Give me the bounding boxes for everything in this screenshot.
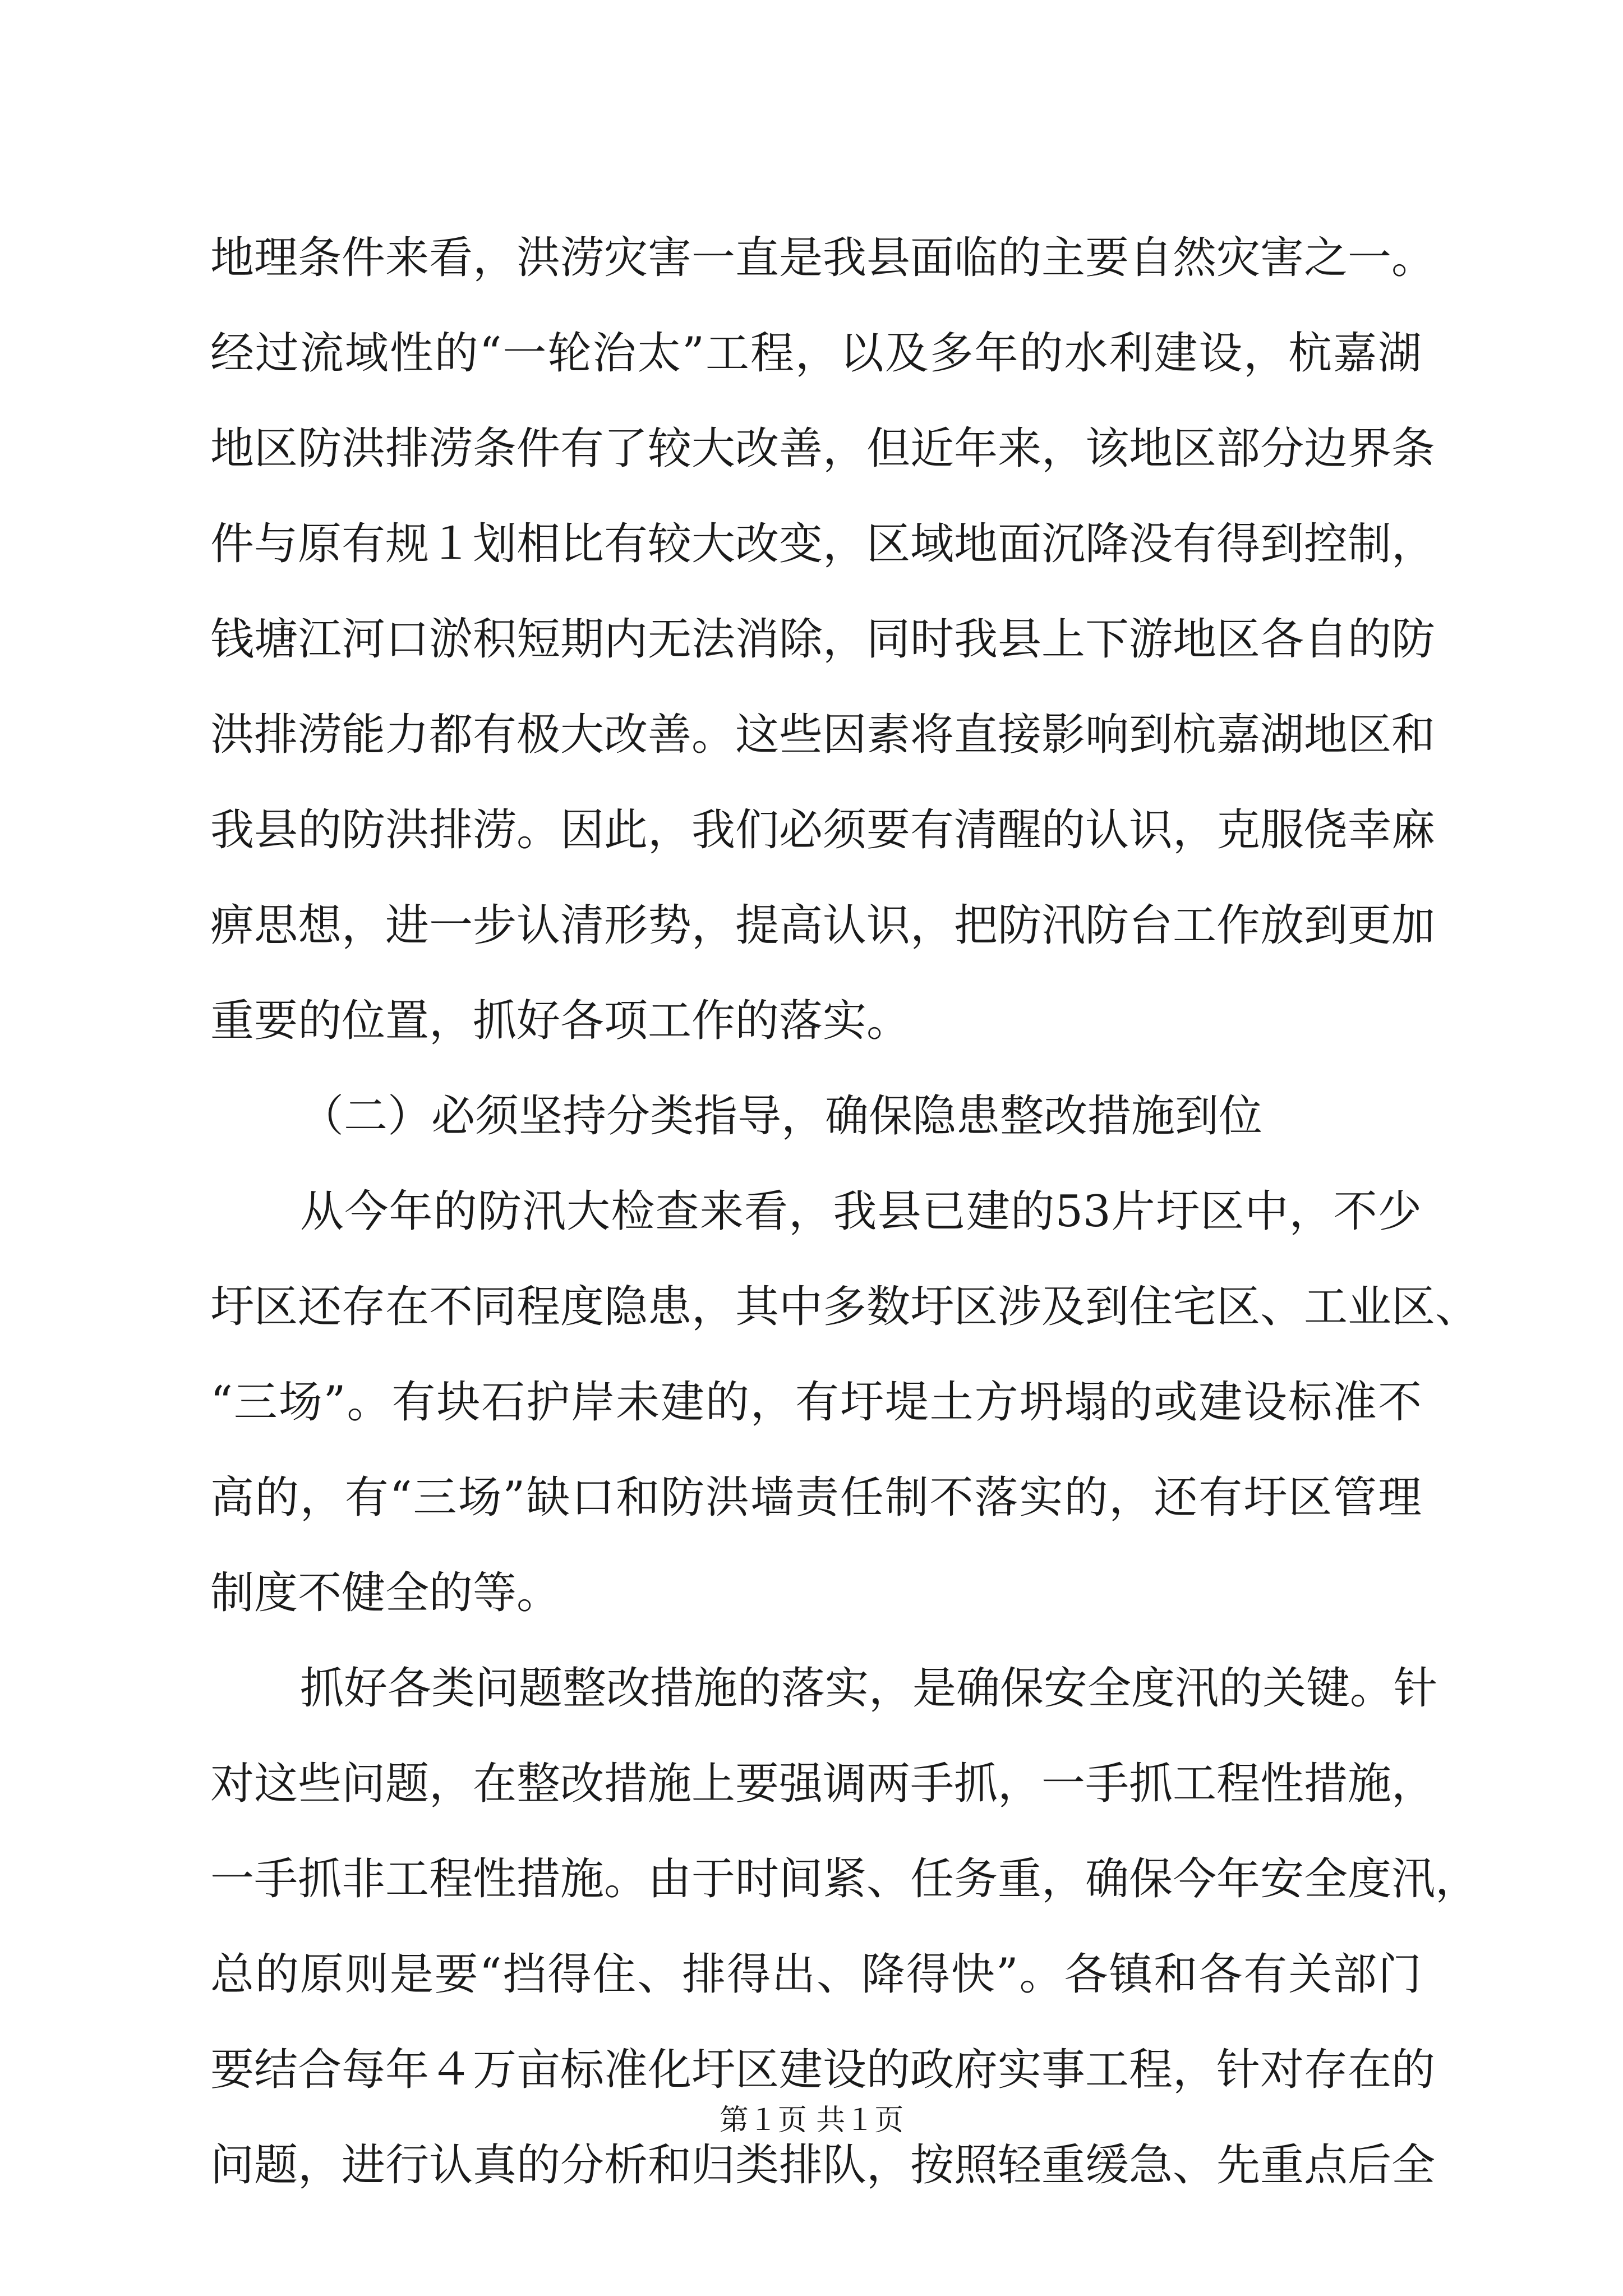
text-line: 我县的防洪排涝。因此，我们必须要有清醒的认识，克服侥幸麻 (210, 805, 1436, 855)
text-line: 件与原有规１划相比有较大改变，区域地面沉降没有得到控制， (210, 519, 1436, 569)
text-line: 重要的位置，抓好各项工作的落实。 (210, 996, 911, 1046)
page-footer: 第１页 共１页 (719, 2104, 904, 2137)
text-line: 高的，有“三场”缺口和防洪墙责任制不落实的，还有圩区管理 (210, 1473, 1422, 1523)
text-line: 地区防洪排涝条件有了较大改善，但近年来，该地区部分边界条 (210, 424, 1436, 474)
text-line: 一手抓非工程性措施。由于时间紧、任务重，确保今年安全度汛， (210, 1854, 1479, 1904)
text-line: 从今年的防汛大检查来看，我县已建的53片圩区中，不少 (300, 1186, 1422, 1237)
text-line: 要结合每年４万亩标准化圩区建设的政府实事工程，针对存在的 (210, 2045, 1436, 2095)
text-line: 地理条件来看，洪涝灾害一直是我县面临的主要自然灾害之一。 (210, 233, 1436, 283)
document-body (210, 210, 1479, 2213)
text-line: 制度不健全的等。 (210, 1568, 561, 1618)
text-line: 问题，进行认真的分析和归类排队，按照轻重缓急、先重点后全 (210, 2140, 1436, 2191)
text-line: 洪排涝能力都有极大改善。这些因素将直接影响到杭嘉湖地区和 (210, 710, 1436, 760)
text-line: 痹思想，进一步认清形势，提高认识，把防汛防台工作放到更加 (210, 900, 1436, 951)
text-line: 对这些问题，在整改措施上要强调两手抓，一手抓工程性措施， (210, 1759, 1436, 1809)
text-line: 钱塘江河口淤积短期内无法消除，同时我县上下游地区各自的防 (210, 614, 1436, 665)
text-line: 圩区还存在不同程度隐患，其中多数圩区涉及到住宅区、工业区、 (210, 1282, 1479, 1332)
section-heading: （二）必须坚持分类指导，确保隐患整改措施到位 (300, 1091, 1263, 1142)
text-line: 总的原则是要“挡得住、排得出、降得快”。各镇和各有关部门 (210, 1949, 1422, 2000)
text-line: “三场”。有块石护岸未建的，有圩堤土方坍塌的或建设标准不 (210, 1377, 1422, 1428)
text-line: 经过流域性的“一轮治太”工程，以及多年的水利建设，杭嘉湖 (210, 328, 1422, 379)
text-line: 抓好各类问题整改措施的落实，是确保安全度汛的关键。针 (300, 1663, 1438, 1714)
